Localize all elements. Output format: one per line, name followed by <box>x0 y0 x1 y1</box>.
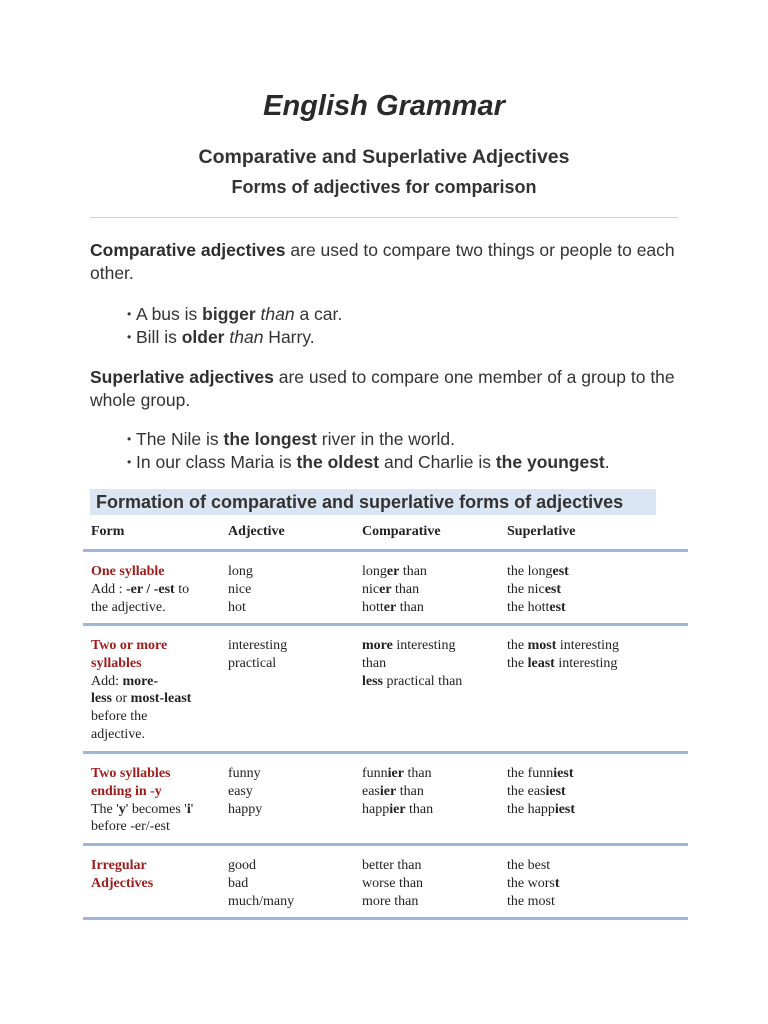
comparative-text: are used to compare two things or people to each other. <box>90 240 675 283</box>
list-item: • A bus is bigger than a car. <box>127 303 687 326</box>
comparative-cell: more interesting than less practical than <box>362 638 463 689</box>
superlative-cell: the funniest the easiest the happiest <box>507 766 576 817</box>
table-header-row <box>83 513 688 549</box>
comparative-cell: longer than nicer than hotter than <box>362 564 427 615</box>
comparative-cell: funnier than easier than happier than <box>362 766 434 817</box>
form-cell: Two or more syllables Add: more- less or most-least before the adjective. <box>91 638 192 742</box>
header-comparative: Comparative <box>362 524 441 539</box>
formation-heading: Formation of comparative and superlative forms of adjectives <box>90 489 656 515</box>
table-row <box>83 754 688 843</box>
superlative-cell: the longest the nicest the hottest <box>507 564 569 615</box>
page-subtitle: Comparative and Superlative Adjectives <box>198 146 570 168</box>
page-title: English Grammar <box>263 90 505 122</box>
form-cell: Irregular Adjectives <box>91 858 154 891</box>
list-item: • The Nile is the longest river in the world. <box>127 428 687 451</box>
row-separator <box>83 917 688 920</box>
superlative-text: are used to compare one member of a group to the whole group. <box>90 367 675 410</box>
comparative-examples <box>127 303 687 349</box>
list-item: • Bill is older than Harry. <box>127 326 687 349</box>
superlative-cell: the most interesting the least interesting <box>507 638 619 671</box>
comparative-cell: better than worse than more than <box>362 858 424 909</box>
superlative-definition <box>90 366 690 412</box>
superlative-examples <box>127 428 687 474</box>
divider <box>90 217 678 218</box>
header-adjective: Adjective <box>228 524 285 539</box>
table-row <box>83 552 688 623</box>
adjective-cell: funny easy happy <box>228 766 263 817</box>
formation-table <box>83 513 688 920</box>
form-cell: One syllable Add : -er / -est to the adjective. <box>91 564 190 615</box>
superlative-term: Superlative adjectives <box>90 367 274 387</box>
superlative-cell: the best the worst the most <box>507 858 560 909</box>
adjective-cell: interesting practical <box>228 638 288 671</box>
table-row <box>83 846 688 917</box>
list-item: • In our class Maria is the oldest and Charlie is the youngest. <box>127 451 687 474</box>
comparative-definition <box>90 239 690 285</box>
page-subtitle-secondary: Forms of adjectives for comparison <box>231 177 537 197</box>
adjective-cell: good bad much/many <box>228 858 295 909</box>
comparative-term: Comparative adjectives <box>90 240 286 260</box>
table-row <box>83 626 688 751</box>
header-form: Form <box>91 524 125 539</box>
form-cell: Two syllables ending in -y The 'y' becomes 'i' before -er/-est <box>91 766 194 835</box>
header-superlative: Superlative <box>507 524 576 539</box>
adjective-cell: long nice hot <box>228 564 253 615</box>
